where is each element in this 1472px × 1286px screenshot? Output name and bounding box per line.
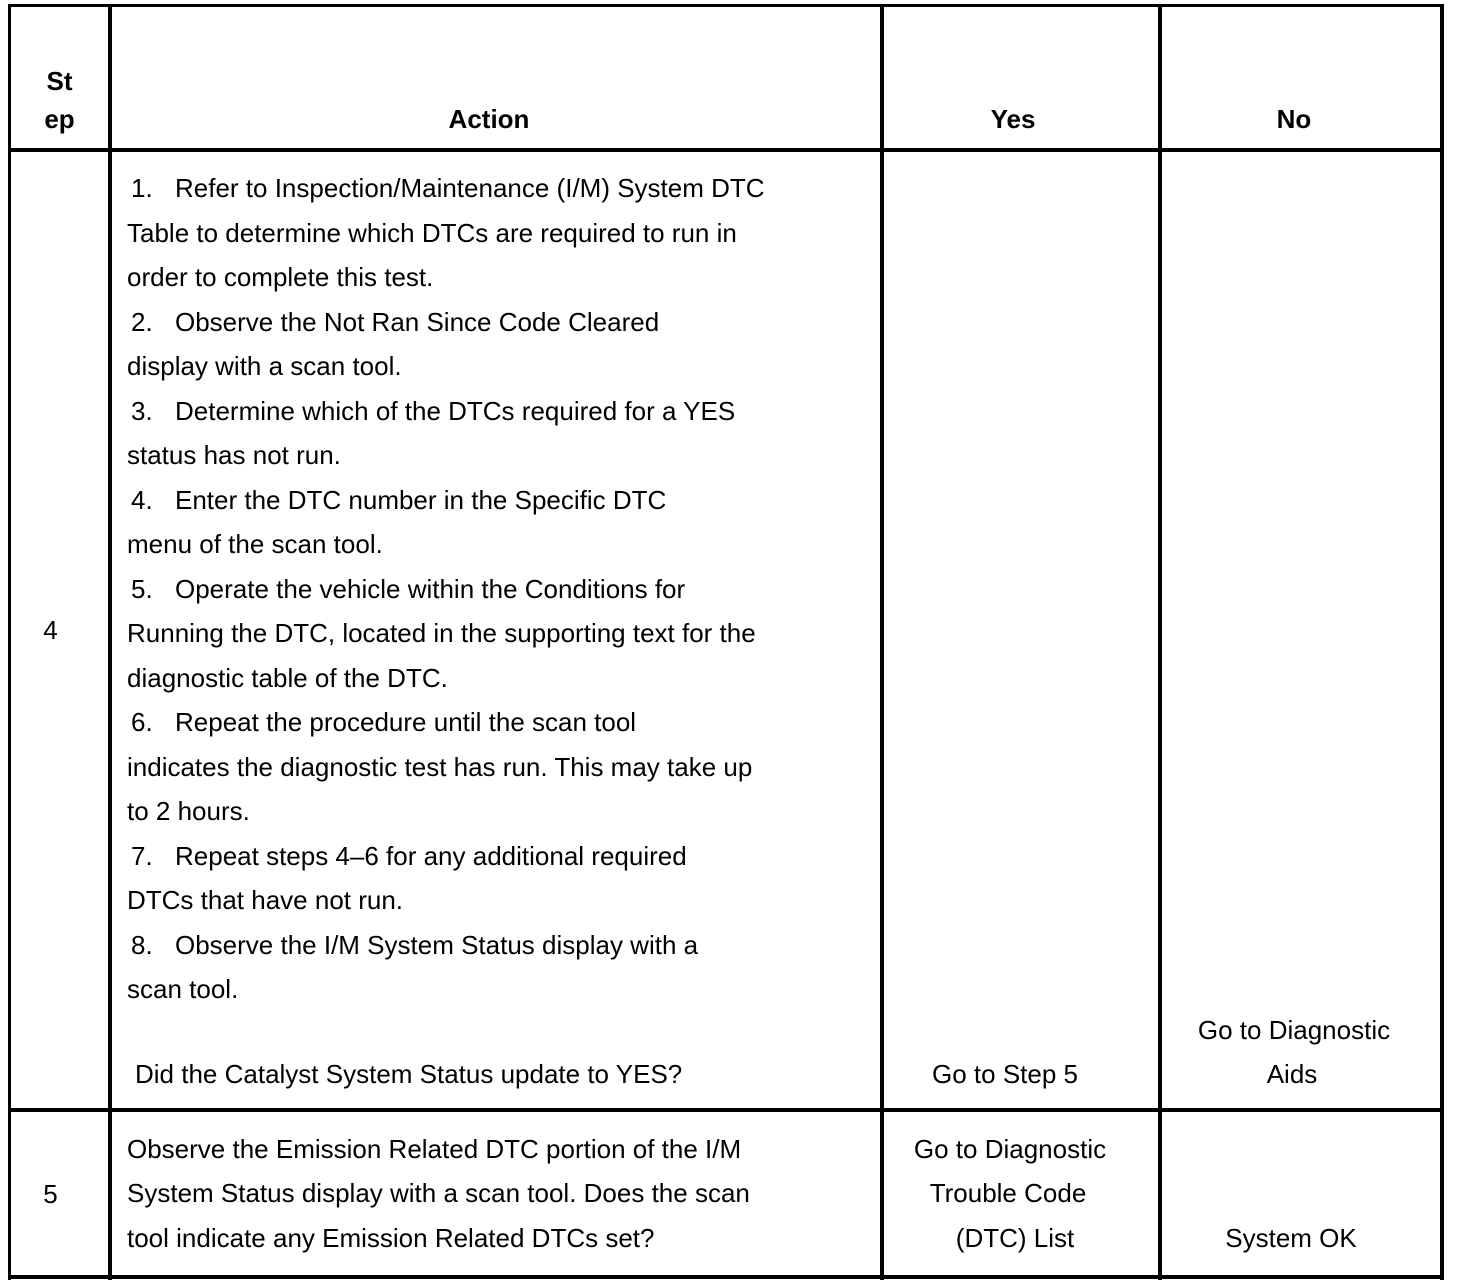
action-line: status has not run.: [127, 440, 341, 470]
action-line: [127, 567, 867, 612]
yes-result-line2: Trouble Code: [929, 1178, 1087, 1208]
action-line: Table to determine which DTCs are required to run in: [127, 217, 737, 248]
step-item-text: Refer to Inspection/Maintenance (I/M) System DTC: [175, 173, 765, 203]
step-item-number: 8.: [131, 929, 153, 960]
step-item-number: 4.: [131, 484, 153, 515]
column-divider-step: [108, 4, 112, 1280]
step-item-number: 3.: [131, 395, 153, 426]
header-action: Action: [448, 104, 530, 134]
action-line: to 2 hours.: [127, 796, 250, 826]
action-line: tool indicate any Emission Related DTCs set?: [127, 1223, 655, 1253]
header-step-line2: ep: [44, 104, 75, 134]
yes-result: Go to Step 5: [932, 1059, 1078, 1089]
step-item-number: 2.: [131, 306, 153, 337]
step-item-number: 6.: [131, 707, 153, 737]
header-no: No: [1276, 104, 1312, 134]
header-step-line1: St: [46, 66, 73, 96]
action-line: menu of the scan tool.: [127, 529, 383, 559]
step-item-text: Enter the DTC number in the Specific DTC: [175, 484, 667, 515]
action-line: diagnostic table of the DTC.: [127, 662, 448, 693]
action-line: [127, 700, 867, 745]
header-yes: Yes: [990, 104, 1036, 134]
step-number: 5: [43, 1179, 58, 1209]
no-result: System OK: [1225, 1223, 1357, 1253]
action-line: display with a scan tool.: [127, 351, 402, 381]
action-line: Running the DTC, located in the supporting text for the: [127, 618, 756, 648]
action-line: scan tool.: [127, 974, 239, 1004]
no-result-line1: Go to Diagnostic: [1197, 1015, 1391, 1045]
step-item-number: 5.: [131, 573, 153, 604]
row-divider: [8, 1108, 1444, 1112]
action-line: [127, 166, 867, 211]
yes-result-line1: Go to Diagnostic: [913, 1134, 1107, 1164]
action-line: indicates the diagnostic test has run. This may take up: [127, 751, 753, 782]
action-line: [127, 389, 867, 434]
action-steps-list: [127, 166, 867, 1012]
table-border-top: [8, 4, 1444, 7]
action-line: Observe the Emission Related DTC portion of the I/M: [127, 1134, 742, 1164]
table-border-right: [1440, 4, 1444, 1280]
action-line: DTCs that have not run.: [127, 885, 404, 915]
header-step: [11, 62, 108, 138]
question-text: Did the Catalyst System Status update to YES?: [135, 1059, 683, 1089]
action-line: [127, 923, 867, 968]
action-line: [127, 478, 867, 523]
step-item-text: Repeat the procedure until the scan tool: [175, 707, 637, 737]
table-border-bottom: [8, 1275, 1444, 1279]
action-line: System Status display with a scan tool. Does the scan: [127, 1178, 750, 1208]
diagnostic-table: [8, 4, 1444, 1280]
yes-result-line3: (DTC) List: [955, 1223, 1075, 1253]
action-line: [127, 834, 867, 879]
action-line: order to complete this test.: [127, 262, 434, 292]
step-item-number: 1.: [131, 173, 153, 203]
step-item-text: Observe the I/M System Status display with a: [175, 929, 699, 960]
no-result-line2: Aids: [1266, 1059, 1318, 1089]
step-item-number: 7.: [131, 840, 153, 871]
step-item-text: Operate the vehicle within the Conditions for: [175, 573, 686, 604]
step-item-text: Repeat steps 4–6 for any additional required: [175, 840, 687, 871]
header-row-divider: [8, 148, 1444, 152]
step-number: 4: [43, 615, 58, 645]
action-line: [127, 300, 867, 345]
step-item-text: Determine which of the DTCs required for a YES: [175, 395, 736, 426]
step-item-text: Observe the Not Ran Since Code Cleared: [175, 306, 660, 337]
